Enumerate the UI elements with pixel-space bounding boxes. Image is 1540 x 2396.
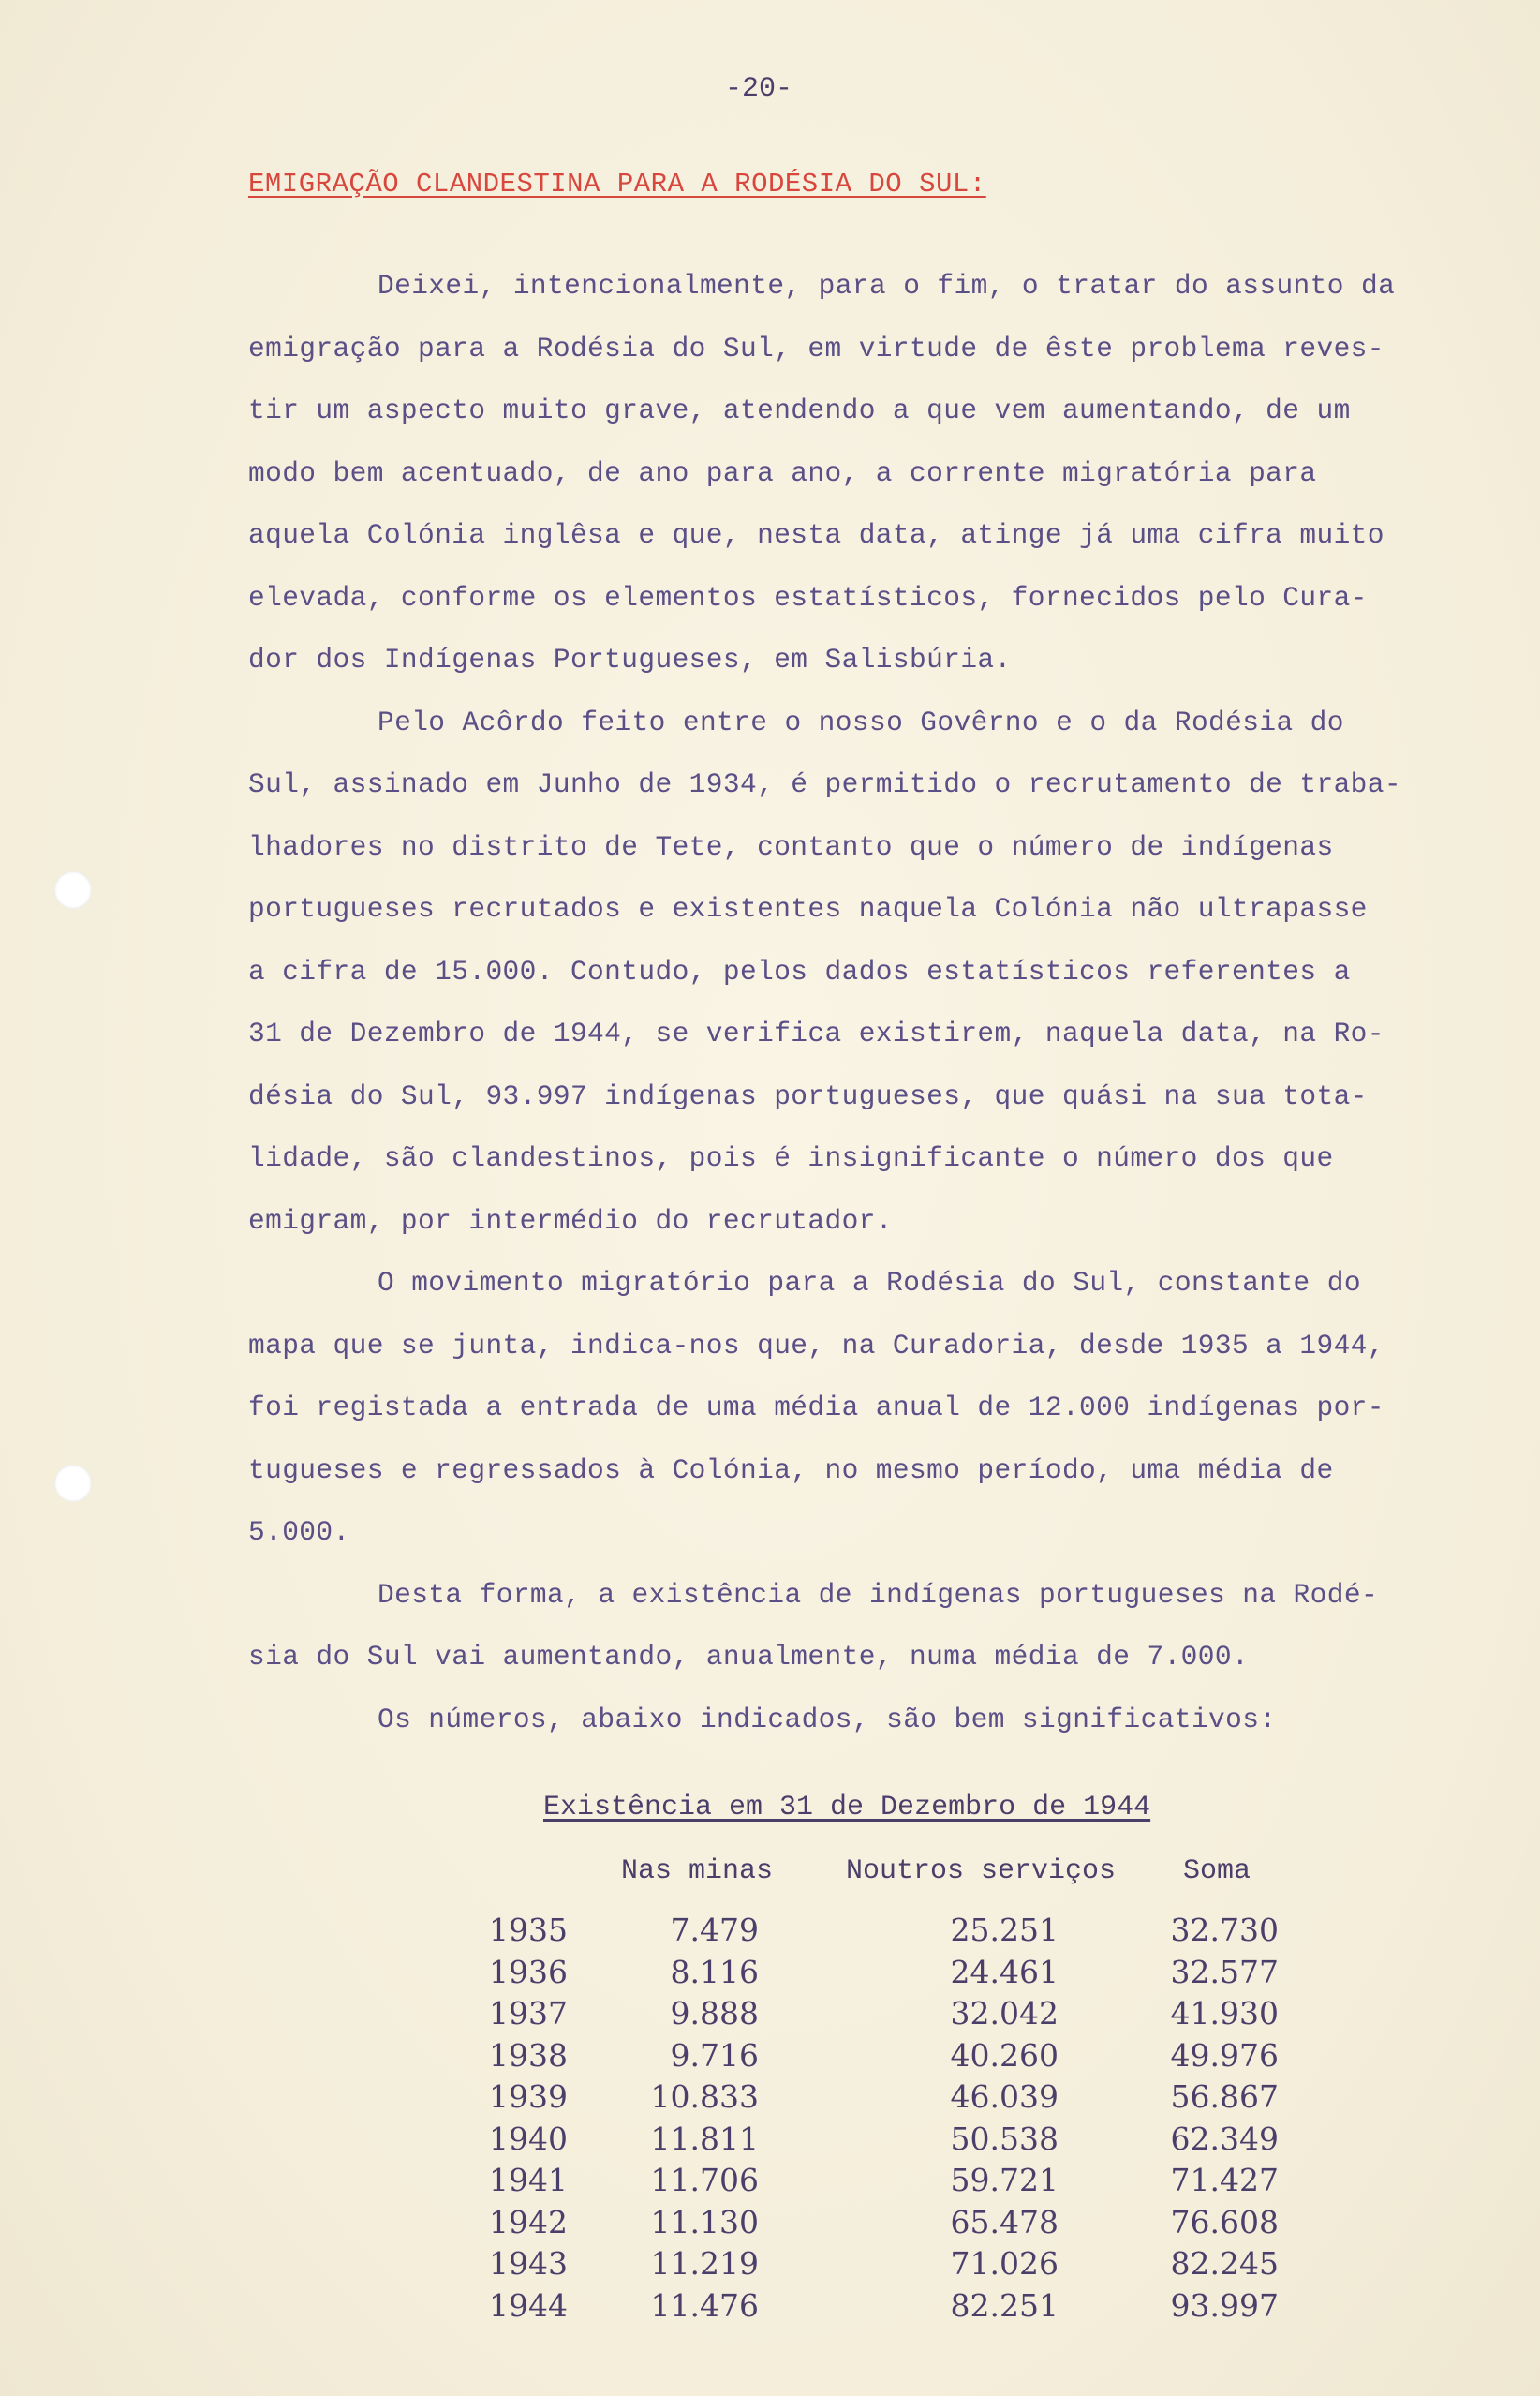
table-row (468, 2245, 1311, 2287)
text-line: 31 de Dezembro de 1944, se verifica existirem, naquela data, na Ro- (248, 1018, 1385, 1049)
cell-sum: 32.577 (1170, 1953, 1279, 1990)
text-line: dor dos Indígenas Portugueses, em Salisbúria. (248, 644, 1012, 676)
cell-mines: 8.116 (670, 1953, 759, 1990)
table-row (468, 2162, 1311, 2204)
cell-other-services: 82.251 (950, 2286, 1059, 2324)
cell-other-services: 71.026 (950, 2245, 1059, 2282)
table-row (468, 2287, 1311, 2329)
cell-other-services: 50.538 (950, 2120, 1059, 2157)
text-line: Deixei, intencionalmente, para o fim, o tratar do assunto da (378, 270, 1396, 302)
cell-sum: 82.245 (1170, 2245, 1279, 2282)
cell-sum: 41.930 (1170, 1995, 1279, 2031)
table-row (468, 2078, 1311, 2121)
cell-year: 1941 (489, 2162, 568, 2198)
cell-other-services: 32.042 (950, 1995, 1059, 2031)
text-line: mapa que se junta, indica-nos que, na Curadoria, desde 1935 a 1944, (248, 1329, 1385, 1362)
text-line: emigram, por intermédio do recrutador. (248, 1204, 893, 1237)
cell-year: 1936 (489, 1953, 568, 1990)
cell-year: 1939 (489, 2078, 568, 2115)
cell-year: 1940 (489, 2120, 568, 2157)
table-row (468, 2037, 1311, 2079)
cell-sum: 93.997 (1170, 2286, 1279, 2324)
cell-other-services: 40.260 (950, 2036, 1059, 2074)
text-line: emigração para a Rodésia do Sul, em virtude de êste problema reves- (248, 332, 1385, 365)
statistics-table (468, 1912, 1311, 2329)
cell-mines: 11.219 (650, 2245, 759, 2282)
cell-sum: 32.730 (1170, 1912, 1279, 1948)
text-line: O movimento migratório para a Rodésia do Sul, constante do (378, 1267, 1361, 1299)
cell-year: 1935 (489, 1912, 568, 1948)
cell-mines: 11.130 (650, 2203, 759, 2240)
punch-hole-bottom (54, 1465, 92, 1502)
cell-sum: 76.608 (1170, 2203, 1279, 2240)
table-row (468, 2204, 1311, 2246)
text-line: tugueses e regressados à Colónia, no mesmo período, uma média de (248, 1453, 1334, 1486)
text-line: a cifra de 15.000. Contudo, pelos dados estatísticos referentes a (248, 955, 1351, 988)
text-line: Desta forma, a existência de indígenas portugueses na Rodé- (378, 1578, 1379, 1611)
text-line: portugueses recrutados e existentes naquela Colónia não ultrapasse (248, 893, 1368, 925)
cell-year: 1944 (489, 2286, 568, 2324)
text-line: foi registada a entrada de uma média anual de 12.000 indígenas por- (248, 1391, 1385, 1423)
cell-sum: 71.427 (1170, 2162, 1279, 2198)
cell-sum: 56.867 (1170, 2078, 1279, 2115)
cell-year: 1943 (489, 2245, 568, 2282)
text-line: 5.000. (248, 1516, 350, 1548)
cell-year: 1938 (489, 2036, 568, 2074)
column-header-other-services: Noutros serviços (846, 1855, 1117, 1887)
cell-other-services: 59.721 (950, 2162, 1059, 2198)
table-title: Existência em 31 de Dezembro de 1944 (543, 1792, 1151, 1823)
text-line: Sul, assinado em Junho de 1934, é permitido o recrutamento de traba- (248, 768, 1401, 800)
cell-mines: 7.479 (670, 1912, 759, 1948)
text-line: Pelo Acôrdo feito entre o nosso Govêrno e o da Rodésia do (378, 706, 1344, 738)
cell-year: 1937 (489, 1995, 568, 2031)
body-text (248, 255, 1503, 1750)
text-line: aquela Colónia inglêsa e que, nesta data, atinge já uma cifra muito (248, 519, 1385, 551)
cell-mines: 11.476 (650, 2286, 759, 2324)
text-line: désia do Sul, 93.997 indígenas portugueses, que quási na sua tota- (248, 1079, 1368, 1112)
cell-sum: 62.349 (1170, 2120, 1279, 2157)
text-line: sia do Sul vai aumentando, anualmente, numa média de 7.000. (248, 1641, 1250, 1673)
table-row (468, 1954, 1311, 1996)
page-number: -20- (724, 73, 792, 105)
text-line: tir um aspecto muito grave, atendendo a que vem aumentando, de um (248, 394, 1351, 426)
text-line: modo bem acentuado, de ano para ano, a corrente migratória para (248, 456, 1317, 489)
cell-other-services: 24.461 (950, 1953, 1059, 1990)
cell-mines: 11.706 (650, 2162, 759, 2198)
table-row (468, 1995, 1311, 2037)
punch-hole-top (54, 871, 92, 909)
text-line: lidade, são clandestinos, pois é insignificante o número dos que (248, 1142, 1334, 1174)
text-line: elevada, conforme os elementos estatísticos, fornecidos pelo Cura- (248, 581, 1368, 614)
table-row (468, 1912, 1311, 1954)
column-header-sum: Soma (1183, 1855, 1251, 1887)
cell-mines: 10.833 (650, 2078, 759, 2115)
column-header-mines: Nas minas (621, 1855, 774, 1887)
text-line: lhadores no distrito de Tete, contanto que o número de indígenas (248, 830, 1334, 863)
cell-mines: 9.888 (670, 1995, 759, 2031)
cell-other-services: 46.039 (950, 2078, 1059, 2115)
text-line: Os números, abaixo indicados, são bem significativos: (378, 1703, 1277, 1735)
table-row (468, 2121, 1311, 2163)
cell-mines: 11.811 (650, 2120, 759, 2157)
cell-other-services: 25.251 (950, 1912, 1059, 1948)
cell-sum: 49.976 (1170, 2036, 1279, 2074)
cell-mines: 9.716 (670, 2036, 759, 2074)
cell-other-services: 65.478 (950, 2203, 1059, 2240)
section-heading: EMIGRAÇÃO CLANDESTINA PARA A RODÉSIA DO SUL: (248, 169, 986, 200)
cell-year: 1942 (489, 2203, 568, 2240)
